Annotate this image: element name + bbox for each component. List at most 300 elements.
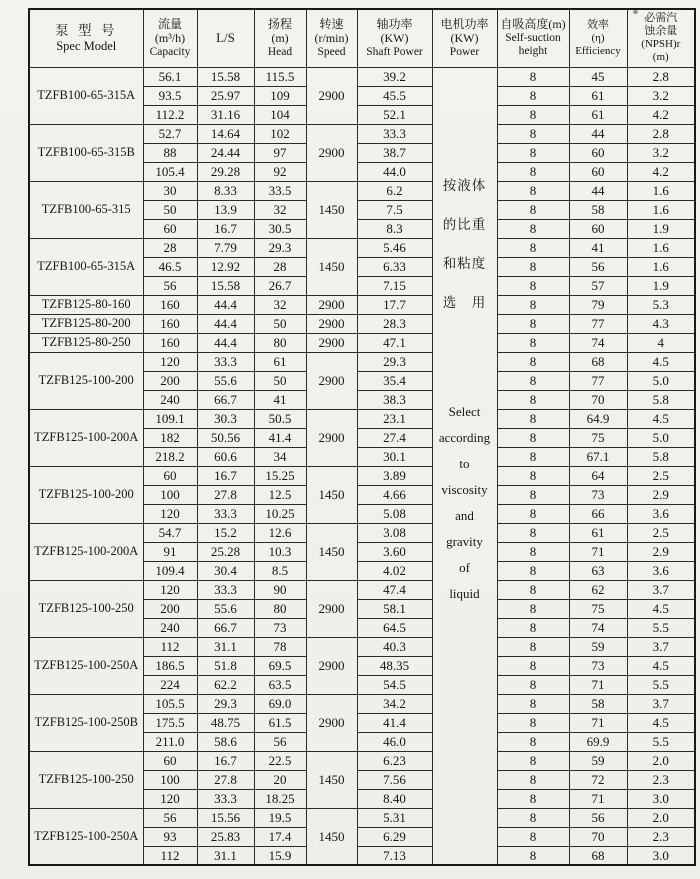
cell-suction: 8 [497,466,569,485]
header-line: (m) [652,51,669,64]
cell-suction: 8 [497,409,569,428]
cell-head: 34 [254,447,306,466]
cell-npsh: 5.0 [627,371,695,390]
cell-npsh: 2.8 [627,67,695,86]
cell-suction: 8 [497,86,569,105]
cell-capacity: 160 [143,295,197,314]
header-speed [306,9,357,67]
cell-head: 104 [254,105,306,124]
cell-ls: 8.33 [197,181,254,200]
cell-npsh: 5.5 [627,732,695,751]
cell-efficiency: 56 [569,808,627,827]
cell-efficiency: 61 [569,86,627,105]
header-shaft-power [357,9,432,67]
cell-efficiency: 72 [569,770,627,789]
cell-capacity: 46.5 [143,257,197,276]
cell-efficiency: 58 [569,694,627,713]
cell-ls: 15.2 [197,523,254,542]
cell-head: 26.7 [254,276,306,295]
cell-shaft-power: 34.2 [357,694,432,713]
cell-efficiency: 70 [569,390,627,409]
cell-head: 10.25 [254,504,306,523]
cell-capacity: 60 [143,751,197,770]
header-head [254,9,306,67]
table-row [29,409,695,428]
cell-capacity: 105.5 [143,694,197,713]
cell-efficiency: 68 [569,846,627,865]
cell-ls: 27.8 [197,770,254,789]
power-selection-note [433,68,497,603]
cell-head: 78 [254,637,306,656]
table-row [29,333,695,352]
cell-capacity: 60 [143,466,197,485]
cell-efficiency: 71 [569,713,627,732]
cell-capacity: 109.1 [143,409,197,428]
cell-head: 115.5 [254,67,306,86]
cell-npsh: 4.2 [627,105,695,124]
cell-ls: 50.56 [197,428,254,447]
cell-shaft-power: 7.15 [357,276,432,295]
cell-capacity: 112 [143,637,197,656]
cell-suction: 8 [497,485,569,504]
cell-efficiency: 64 [569,466,627,485]
cell-capacity: 56.1 [143,67,197,86]
header-npsh [627,9,695,67]
cell-npsh: 5.8 [627,390,695,409]
cell-efficiency: 45 [569,67,627,86]
cell-npsh: 1.6 [627,257,695,276]
cell-suction: 8 [497,428,569,447]
cell-npsh: 2.0 [627,751,695,770]
cell-head: 63.5 [254,675,306,694]
cell-npsh: 2.9 [627,485,695,504]
table-row [29,694,695,713]
power-note-line: viscosity [441,481,488,497]
cell-npsh: 1.6 [627,200,695,219]
cell-model: TZFB125-100-200 [29,352,143,409]
cell-ls: 31.16 [197,105,254,124]
cell-npsh: 5.5 [627,618,695,637]
cell-ls: 15.58 [197,276,254,295]
cell-ls: 62.2 [197,675,254,694]
header-line: Head [267,45,293,58]
cell-npsh: 1.9 [627,276,695,295]
power-note-english [439,403,490,603]
cell-shaft-power: 8.3 [357,219,432,238]
cell-suction: 8 [497,675,569,694]
cell-ls: 24.44 [197,143,254,162]
cell-head: 50 [254,371,306,390]
header-suction [497,9,569,67]
pump-spec-table [28,8,696,866]
cell-suction: 8 [497,200,569,219]
cell-efficiency: 69.9 [569,732,627,751]
cell-efficiency: 75 [569,428,627,447]
cell-ls: 30.4 [197,561,254,580]
cell-ls: 58.6 [197,732,254,751]
cell-ls: 44.4 [197,333,254,352]
cell-capacity: 120 [143,352,197,371]
cell-npsh: 2.3 [627,770,695,789]
cell-shaft-power: 52.1 [357,105,432,124]
cell-ls: 33.3 [197,504,254,523]
cell-head: 102 [254,124,306,143]
cell-efficiency: 68 [569,352,627,371]
cell-suction: 8 [497,276,569,295]
cell-efficiency: 63 [569,561,627,580]
cell-ls: 14.64 [197,124,254,143]
cell-head: 33.5 [254,181,306,200]
cell-speed: 1450 [306,466,357,523]
cell-capacity: 52.7 [143,124,197,143]
cell-ls: 31.1 [197,637,254,656]
cell-shaft-power: 3.89 [357,466,432,485]
cell-npsh: 2.3 [627,827,695,846]
cell-efficiency: 44 [569,181,627,200]
cell-capacity: 224 [143,675,197,694]
cell-head: 50.5 [254,409,306,428]
cell-shaft-power: 4.02 [357,561,432,580]
cell-suction: 8 [497,333,569,352]
cell-efficiency: 61 [569,523,627,542]
cell-shaft-power: 54.5 [357,675,432,694]
header-line: (η) [591,31,605,44]
header-line: 电机功率 [440,16,489,31]
cell-suction: 8 [497,67,569,86]
header-model [29,9,143,67]
header-line: (KW) [450,31,479,46]
cell-head: 17.4 [254,827,306,846]
power-note-line: 选 用 [442,294,487,310]
cell-capacity: 112.2 [143,105,197,124]
header-line: (m³/h) [154,31,186,46]
cell-head: 97 [254,143,306,162]
cell-shaft-power: 48.35 [357,656,432,675]
header-line: (r/min) [314,31,349,46]
cell-head: 22.5 [254,751,306,770]
table-body [29,67,695,865]
cell-suction: 8 [497,181,569,200]
cell-head: 69.5 [254,656,306,675]
cell-efficiency: 60 [569,143,627,162]
cell-speed: 2900 [306,124,357,181]
cell-suction: 8 [497,637,569,656]
cell-ls: 15.58 [197,67,254,86]
cell-suction: 8 [497,732,569,751]
cell-ls: 15.56 [197,808,254,827]
cell-suction: 8 [497,694,569,713]
header-line: 效率 [587,18,609,31]
header-ls [197,9,254,67]
cell-head: 56 [254,732,306,751]
cell-npsh: 5.0 [627,428,695,447]
cell-npsh: 3.7 [627,580,695,599]
cell-head: 12.5 [254,485,306,504]
cell-capacity: 109.4 [143,561,197,580]
cell-ls: 33.3 [197,580,254,599]
cell-head: 41.4 [254,428,306,447]
table-row [29,238,695,257]
header-line: Speed [317,45,346,58]
cell-npsh: 3.0 [627,789,695,808]
cell-efficiency: 56 [569,257,627,276]
cell-capacity: 50 [143,200,197,219]
header-line: Capacity [149,45,191,58]
cell-shaft-power: 44.0 [357,162,432,181]
cell-ls: 66.7 [197,390,254,409]
cell-ls: 25.83 [197,827,254,846]
cell-capacity: 240 [143,618,197,637]
cell-shaft-power: 46.0 [357,732,432,751]
cell-capacity: 93.5 [143,86,197,105]
cell-capacity: 28 [143,238,197,257]
cell-shaft-power: 29.3 [357,352,432,371]
cell-head: 32 [254,200,306,219]
cell-efficiency: 41 [569,238,627,257]
header-capacity [143,9,197,67]
cell-npsh: 4.2 [627,162,695,181]
header-line: 流量 [157,16,182,31]
cell-model: TZFB125-100-250A [29,808,143,865]
cell-capacity: 56 [143,808,197,827]
cell-speed: 1450 [306,181,357,238]
power-note-line: liquid [449,585,480,601]
cell-efficiency: 64.9 [569,409,627,428]
cell-ls: 44.4 [197,295,254,314]
cell-shaft-power: 64.5 [357,618,432,637]
header-line: 泵 型 号 [55,22,118,38]
cell-head: 8.5 [254,561,306,580]
cell-shaft-power: 5.31 [357,808,432,827]
table-row [29,67,695,86]
cell-head: 15.25 [254,466,306,485]
cell-speed: 1450 [306,523,357,580]
cell-shaft-power: 38.7 [357,143,432,162]
cell-suction: 8 [497,713,569,732]
header-line: Power [449,45,480,58]
cell-capacity: 105.4 [143,162,197,181]
cell-efficiency: 71 [569,789,627,808]
cell-model: TZFB100-65-315B [29,124,143,181]
cell-npsh: 3.2 [627,86,695,105]
cell-speed: 2900 [306,637,357,694]
cell-speed: 2900 [306,67,357,124]
cell-head: 61 [254,352,306,371]
cell-suction: 8 [497,808,569,827]
cell-capacity: 186.5 [143,656,197,675]
table-row [29,352,695,371]
cell-speed: 2900 [306,314,357,333]
cell-capacity: 56 [143,276,197,295]
cell-efficiency: 59 [569,637,627,656]
cell-shaft-power: 7.5 [357,200,432,219]
cell-efficiency: 71 [569,542,627,561]
header-line: L/S [216,30,235,46]
power-note-line: Select [448,403,481,419]
cell-npsh: 2.8 [627,124,695,143]
cell-head: 29.3 [254,238,306,257]
cell-shaft-power: 6.33 [357,257,432,276]
cell-ls: 13.9 [197,200,254,219]
header-power [432,9,497,67]
cell-efficiency: 75 [569,599,627,618]
cell-capacity: 120 [143,789,197,808]
cell-suction: 8 [497,523,569,542]
header-line: (NPSH)r [641,38,681,51]
cell-suction: 8 [497,504,569,523]
cell-efficiency: 62 [569,580,627,599]
cell-suction: 8 [497,561,569,580]
cell-efficiency: 60 [569,219,627,238]
cell-ls: 27.8 [197,485,254,504]
cell-power-note [432,67,497,865]
cell-shaft-power: 28.3 [357,314,432,333]
cell-head: 50 [254,314,306,333]
cell-capacity: 91 [143,542,197,561]
cell-shaft-power: 5.08 [357,504,432,523]
cell-head: 32 [254,295,306,314]
table-row [29,295,695,314]
header-efficiency [569,9,627,67]
cell-shaft-power: 8.40 [357,789,432,808]
cell-shaft-power: 35.4 [357,371,432,390]
cell-suction: 8 [497,314,569,333]
cell-model: TZFB125-100-250 [29,580,143,637]
cell-suction: 8 [497,105,569,124]
cell-suction: 8 [497,447,569,466]
cell-capacity: 93 [143,827,197,846]
header-line: height [518,45,548,58]
header-line: Efficiency [575,44,621,57]
cell-model: TZFB125-80-250 [29,333,143,352]
cell-suction: 8 [497,542,569,561]
cell-head: 28 [254,257,306,276]
cell-shaft-power: 23.1 [357,409,432,428]
cell-suction: 8 [497,599,569,618]
power-note-line: 按液体 [442,177,487,193]
cell-shaft-power: 40.3 [357,637,432,656]
cell-model: TZFB125-100-250 [29,751,143,808]
cell-efficiency: 73 [569,485,627,504]
header-line: (KW) [380,31,409,46]
cell-speed: 1450 [306,751,357,808]
cell-head: 109 [254,86,306,105]
cell-npsh: 2.5 [627,466,695,485]
cell-npsh: 3.6 [627,561,695,580]
power-note-line: 和粘度 [442,255,487,271]
cell-shaft-power: 58.1 [357,599,432,618]
cell-ls: 33.3 [197,789,254,808]
cell-shaft-power: 30.1 [357,447,432,466]
cell-head: 80 [254,333,306,352]
cell-head: 61.5 [254,713,306,732]
cell-shaft-power: 41.4 [357,713,432,732]
cell-npsh: 3.7 [627,694,695,713]
cell-efficiency: 79 [569,295,627,314]
cell-speed: 2900 [306,409,357,466]
cell-capacity: 60 [143,219,197,238]
cell-shaft-power: 4.66 [357,485,432,504]
cell-speed: 2900 [306,352,357,409]
table-row [29,580,695,599]
cell-capacity: 120 [143,580,197,599]
cell-efficiency: 59 [569,751,627,770]
cell-ls: 33.3 [197,352,254,371]
cell-head: 12.6 [254,523,306,542]
cell-suction: 8 [497,257,569,276]
cell-npsh: 2.9 [627,542,695,561]
cell-efficiency: 67.1 [569,447,627,466]
cell-shaft-power: 39.2 [357,67,432,86]
cell-shaft-power: 3.08 [357,523,432,542]
cell-suction: 8 [497,371,569,390]
cell-ls: 16.7 [197,751,254,770]
cell-speed: 1450 [306,808,357,865]
cell-npsh: 5.3 [627,295,695,314]
cell-suction: 8 [497,656,569,675]
cell-suction: 8 [497,827,569,846]
cell-npsh: 4.5 [627,656,695,675]
cell-head: 41 [254,390,306,409]
cell-ls: 25.97 [197,86,254,105]
cell-efficiency: 58 [569,200,627,219]
header-line: 自吸高度(m) [500,17,566,32]
table-row [29,523,695,542]
table-row [29,314,695,333]
cell-head: 10.3 [254,542,306,561]
cell-shaft-power: 47.4 [357,580,432,599]
cell-capacity: 160 [143,314,197,333]
cell-suction: 8 [497,352,569,371]
cell-speed: 2900 [306,580,357,637]
cell-model: TZFB100-65-315A [29,238,143,295]
cell-efficiency: 74 [569,618,627,637]
cell-shaft-power: 47.1 [357,333,432,352]
cell-shaft-power: 6.29 [357,827,432,846]
cell-efficiency: 44 [569,124,627,143]
cell-npsh: 3.2 [627,143,695,162]
cell-capacity: 88 [143,143,197,162]
cell-shaft-power: 17.7 [357,295,432,314]
power-note-line: of [459,559,470,575]
cell-head: 90 [254,580,306,599]
cell-ls: 51.8 [197,656,254,675]
table-row [29,637,695,656]
cell-model: TZFB125-100-200A [29,523,143,580]
cell-capacity: 175.5 [143,713,197,732]
cell-shaft-power: 3.60 [357,542,432,561]
cell-npsh: 1.6 [627,181,695,200]
cell-efficiency: 77 [569,314,627,333]
power-note-chinese [443,176,487,312]
cell-ls: 25.28 [197,542,254,561]
cell-shaft-power: 6.2 [357,181,432,200]
cell-shaft-power: 33.3 [357,124,432,143]
cell-efficiency: 61 [569,105,627,124]
cell-head: 20 [254,770,306,789]
header-line: (m) [271,31,289,46]
cell-shaft-power: 5.46 [357,238,432,257]
cell-ls: 31.1 [197,846,254,865]
cell-npsh: 4.3 [627,314,695,333]
cell-head: 30.5 [254,219,306,238]
cell-efficiency: 74 [569,333,627,352]
cell-model: TZFB125-80-200 [29,314,143,333]
cell-ls: 44.4 [197,314,254,333]
cell-head: 19.5 [254,808,306,827]
table-row [29,808,695,827]
cell-ls: 16.7 [197,219,254,238]
